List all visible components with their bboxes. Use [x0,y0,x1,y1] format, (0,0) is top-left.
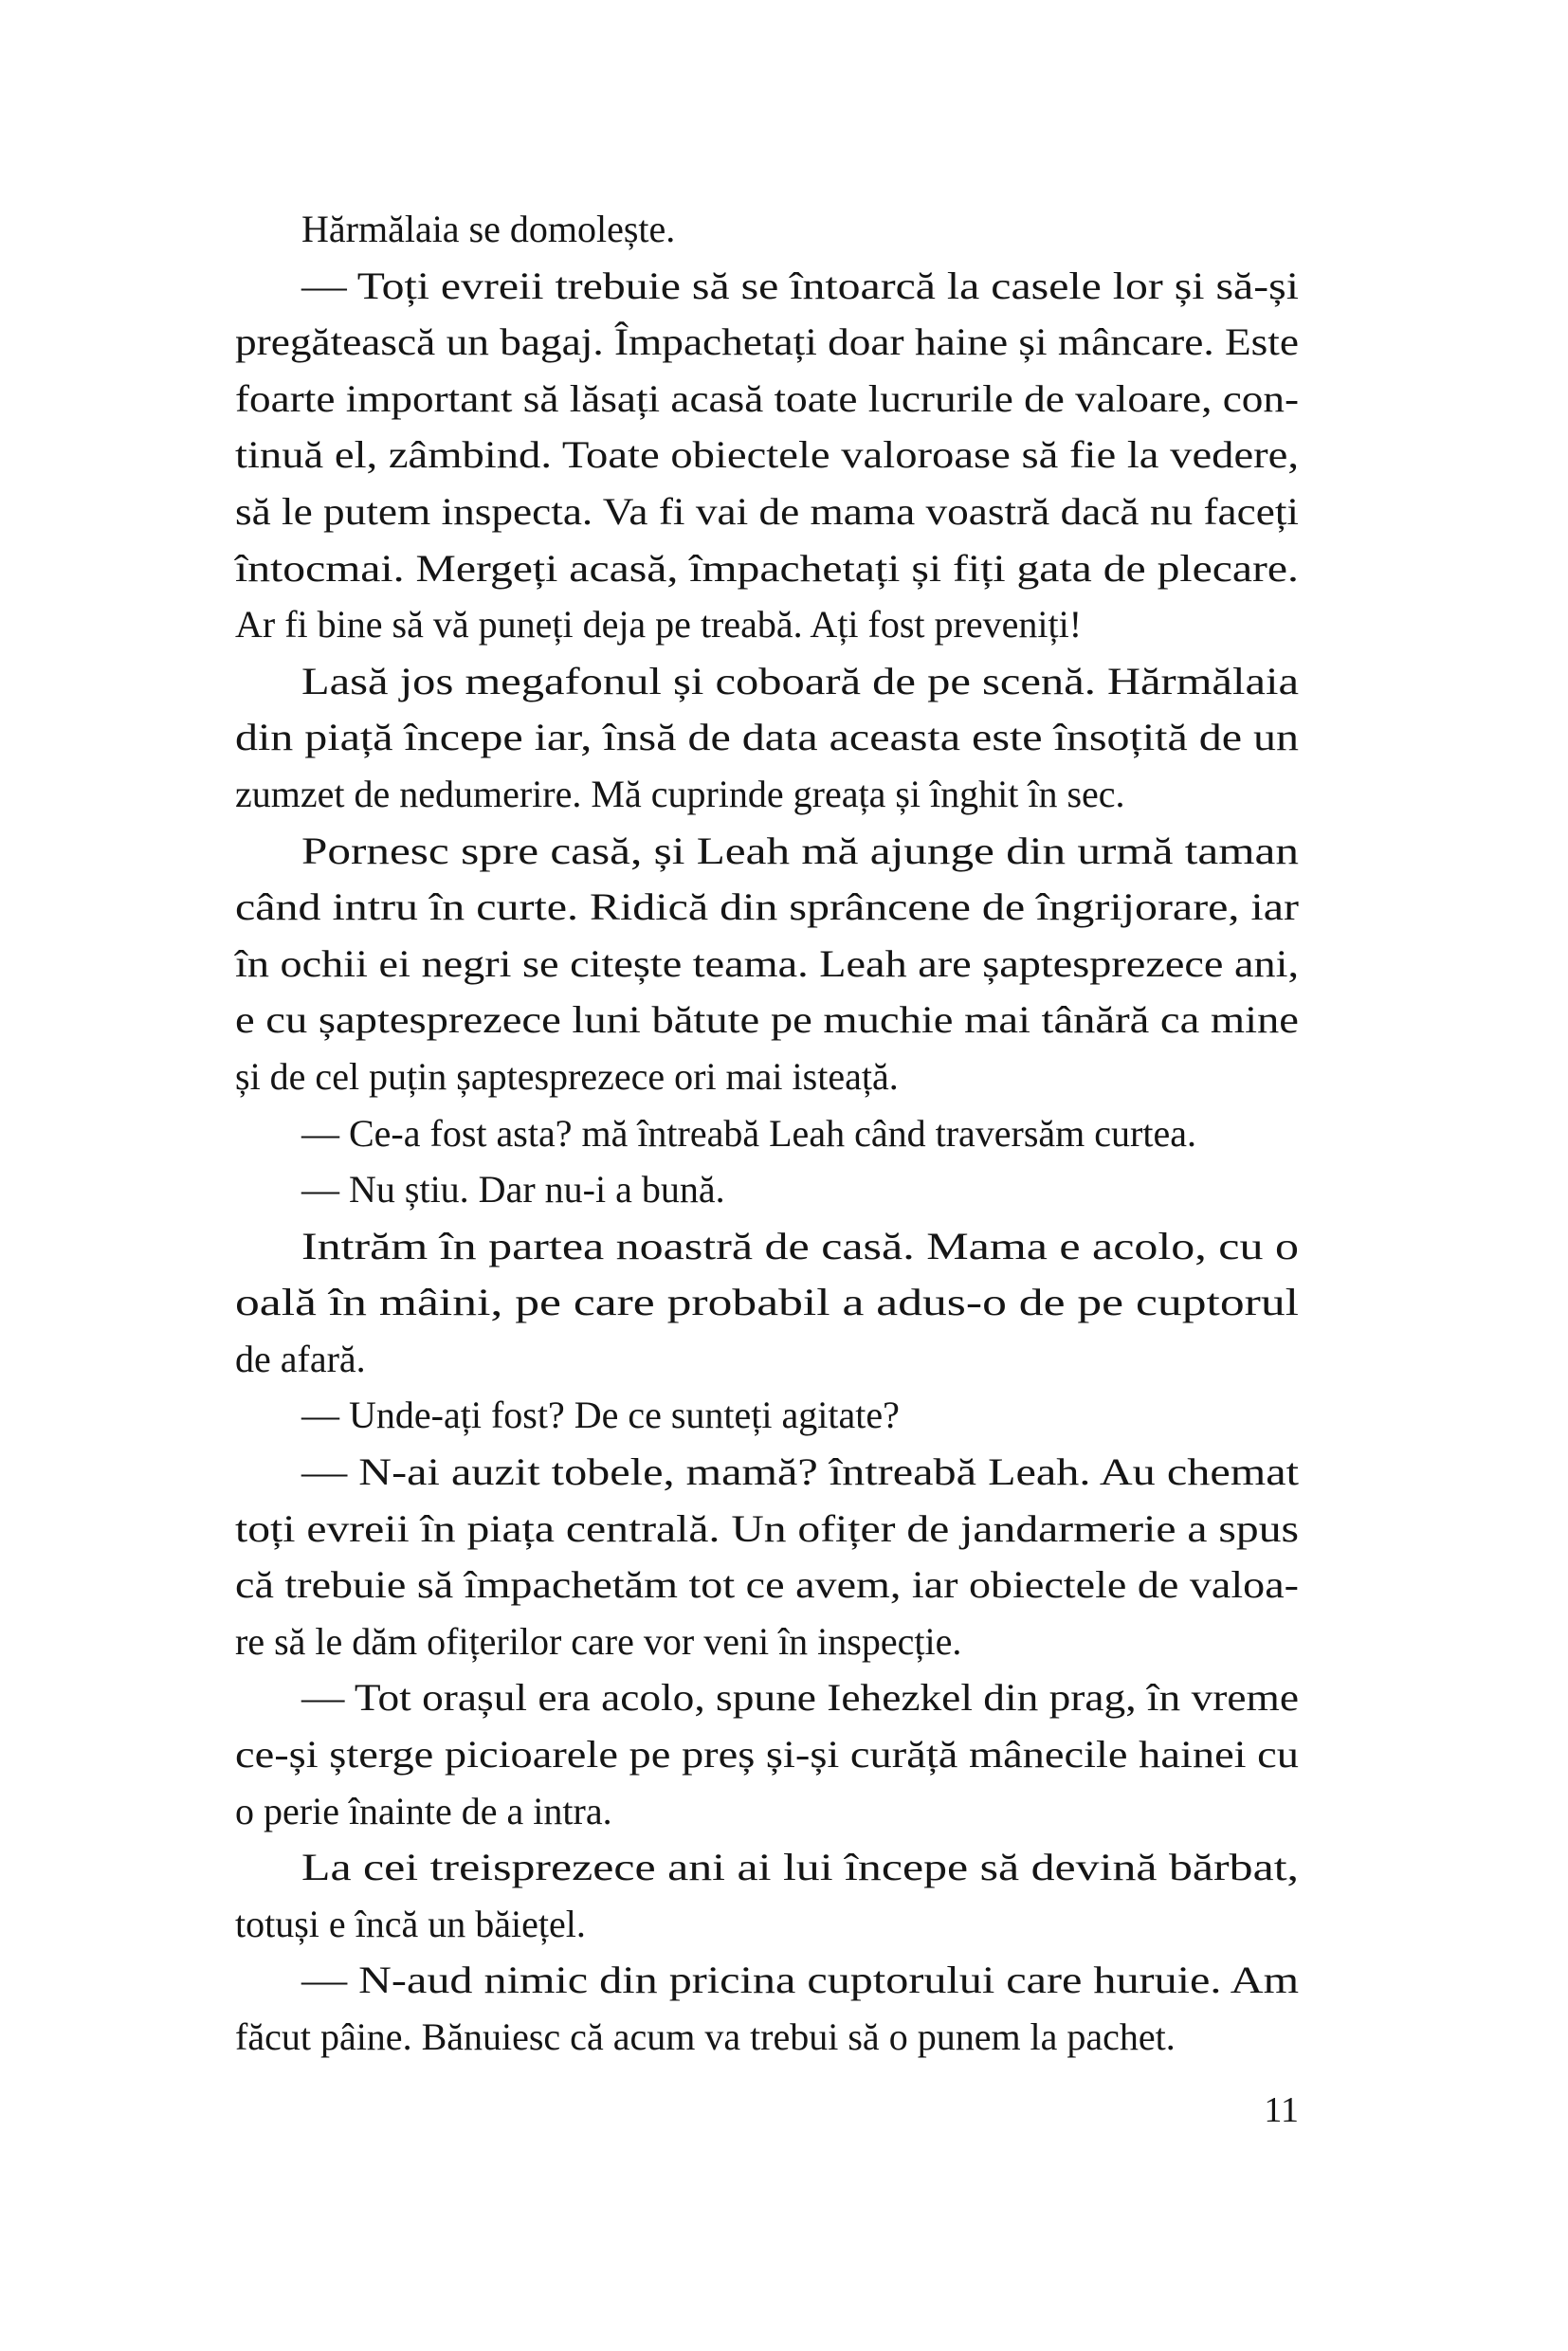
paragraph [235,1952,1299,2065]
paragraph [235,1218,1299,1388]
text-line: — Tot orașul era acolo, spune Iehezkel din prag, în vreme [301,1676,1299,1720]
text-line: — N-aud nimic din pricina cuptorului care huruie. Am [301,1959,1300,2002]
text-line: când intru în curte. Ridică din sprâncene de îngrijorare, iar [235,885,1299,929]
text-line: re să le dăm ofițerilor care vor veni în inspecție. [235,1619,962,1663]
text-line: ce-și șterge picioarele pe preș și-și curăță mânecile hainei cu [235,1733,1300,1777]
text-line: La cei treisprezece ani ai lui începe să devină bărbat, [301,1846,1300,1889]
text-line: oală în mâini, pe care probabil a adus-o de pe cuptorul [235,1281,1299,1324]
paragraph [235,201,1299,258]
text-line: foarte important să lăsați acasă toate lucrurile de valoare, con- [235,376,1300,420]
text-line: din piață începe iar, însă de data aceasta este însoțită de un [235,716,1300,759]
text-line: Lasă jos megafonul și coboară de pe scenă. Hărmălaia [301,659,1299,702]
text-line: Pornesc spre casă, și Leah mă ajunge din urmă taman [301,829,1299,872]
text-line: toți evreii în piața centrală. Un ofițer de jandarmerie a spus [235,1506,1300,1550]
paragraph [235,258,1299,653]
paragraph [235,653,1299,823]
text-line: Ar fi bine să vă puneți deja pe treabă. Ați fost preveniți! [235,603,1083,647]
text-line: — Toți evreii trebuie să se întoarcă la casele lor și să-și [301,264,1299,307]
page-number: 11 [1264,2090,1299,2130]
paragraph [235,823,1299,1105]
text-line: că trebuie să împachetăm tot ce avem, iar obiectele de valoa- [235,1563,1299,1607]
text-line: — Unde-ați fost? De ce sunteți agitate? [301,1394,900,1437]
paragraph [235,1839,1299,1952]
text-line: Hărmălaia se domolește. [301,208,676,250]
text-line: Intrăm în partea noastră de casă. Mama e acolo, cu o [301,1224,1299,1267]
text-line: o perie înainte de a intra. [235,1789,612,1832]
paragraph [235,1387,1299,1444]
text-line: — N-ai auzit tobele, mamă? întreabă Leah. Au chemat [301,1450,1299,1494]
text-line: să le putem inspecta. Va fi vai de mama voastră dacă nu faceți [235,489,1299,533]
text-line: pregătească un bagaj. Împachetați doar haine și mâncare. Este [235,320,1299,364]
paragraph [235,1161,1299,1218]
paragraph [235,1105,1299,1162]
text-line: în ochii ei negri se citește teama. Leah are șaptesprezece ani, [235,941,1300,985]
body-text [235,201,1299,2066]
text-line: — Nu știu. Dar nu-i a bună. [301,1168,725,1212]
paragraph [235,1444,1299,1669]
text-line: totuși e încă un băiețel. [235,1902,586,1945]
text-line: zumzet de nedumerire. Mă cuprinde greața și înghit în sec. [235,772,1125,815]
text-line: e cu șaptesprezece luni bătute pe muchie mai tânără ca mine [235,998,1299,1042]
text-line: — Ce-a fost asta? mă întreabă Leah când traversăm curtea. [301,1111,1196,1155]
text-line: întocmai. Mergeți acasă, împachetați și fiți gata de plecare. [235,546,1299,590]
text-line: tinuă el, zâmbind. Toate obiectele valoroase să fie la vedere, [235,433,1300,477]
text-line: făcut pâine. Bănuiesc că acum va trebui să o punem la pachet. [235,2015,1176,2058]
paragraph [235,1669,1299,1839]
text-line: și de cel puțin șaptesprezece ori mai isteață. [235,1054,899,1098]
text-line: de afară. [235,1337,366,1380]
